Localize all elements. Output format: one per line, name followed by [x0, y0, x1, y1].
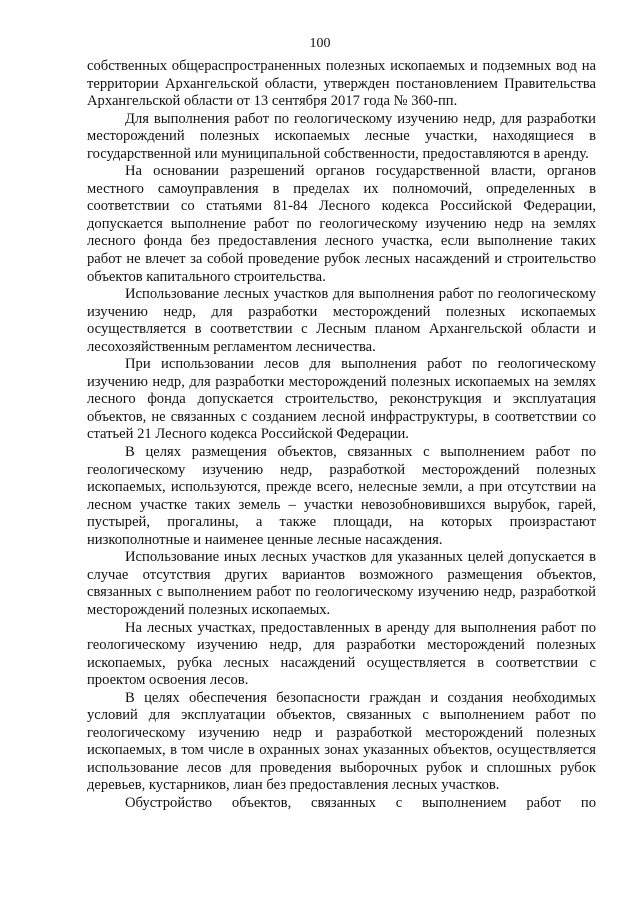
- paragraph-arrangement: Обустройство объектов, связанных с выполнением работ по: [125, 794, 596, 811]
- paragraph-construction: При использовании лесов для выполнения работ по геологическому изучению недр, для разработки месторождений полезных ископаемых на землях лесного фонда допускается строительство, реконструкция и эксплуатация объектов, не связанных с созданием лесной инфраструктуры, в соответствии со статьей 21 Лесного кодекса Российской Федерации.: [87, 356, 596, 443]
- paragraph-permits: На основании разрешений органов государственной власти, органов местного самоуправления в пределах их полномочий, определенных в соответствии со статьями 81-84 Лесного кодекса Российской Федерации, допускается выполнение работ по геологическому изучению недр на землях лесного фонда без предоставления лесного участка, если выполнение таких работ не влечет за собой проведение рубок лесных насаждений и строительство объектов капитального строительства.: [87, 163, 596, 285]
- document-body: [87, 58, 596, 813]
- paragraph-lease-provision: Для выполнения работ по геологическому изучению недр, для разработки месторождений полезных ископаемых лесные участки, находящиеся в государственной или муниципальной собственности, предоставляются в аренду.: [87, 110, 596, 162]
- paragraph-safety: В целях обеспечения безопасности граждан и создания необходимых условий для эксплуатации объектов, связанных с выполнением работ по геологическому изучению недр и разработкой месторождений полезных ископаемых, в том числе в охранных зонах указанных объектов, осуществляется использование лесов для проведения выборочных рубок и сплошных рубок деревьев, кустарников, лиан без предоставления лесных участков.: [87, 689, 596, 794]
- paragraph-other-plots: Использование иных лесных участков для указанных целей допускается в случае отсутствия других вариантов возможного размещения объектов, связанных с выполнением работ по геологическому изучению недр, разработкой месторождений полезных ископаемых.: [87, 549, 596, 618]
- paragraph-leased-plots-felling: На лесных участках, предоставленных в аренду для выполнения работ по геологическому изучению недр, для разработки месторождений полезных ископаемых, рубка лесных насаждений осуществляется в соответствии с проектом освоения лесов.: [87, 619, 596, 689]
- paragraph-object-placement: В целях размещения объектов, связанных с выполнением работ по геологическому изучению недр, разработкой месторождений полезных ископаемых, используются, прежде всего, нелесные земли, а при отсутствии на лесном участке таких земель – участки невозобновившихся вырубок, гарей, пустырей, прогалины, а также площади, на которых произрастают низкополнотные и наименее ценные лесные насаждения.: [87, 444, 596, 548]
- paragraph-continuation: собственных общераспространенных полезных ископаемых и подземных вод на территории Архангельской области, утвержден постановлением Правительства Архангельской области от 13 сентября 2017 года № 360-пп.: [87, 58, 596, 110]
- paragraph-forest-plan: Использование лесных участков для выполнения работ по геологическому изучению недр, для разработки месторождений полезных ископаемых осуществляется в соответствии с Лесным планом Архангельской области и лесохозяйственным регламентом лесничества.: [87, 286, 596, 355]
- page-number: 100: [309, 36, 331, 51]
